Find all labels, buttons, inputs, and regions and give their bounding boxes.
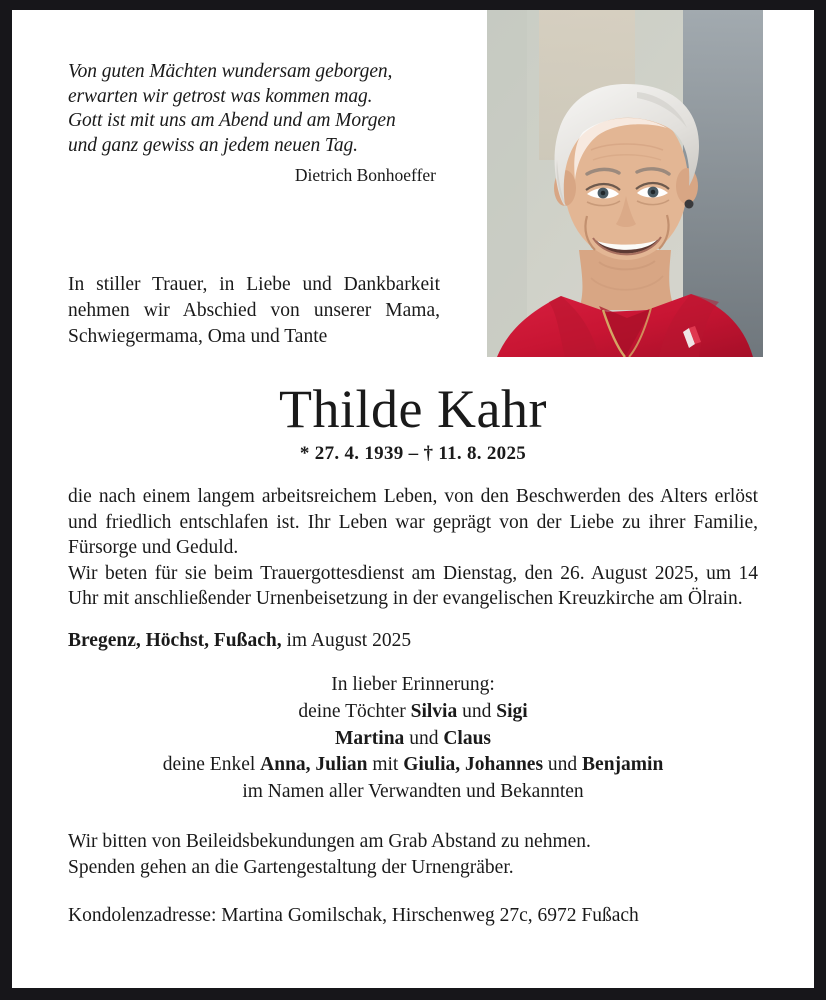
verse-line-4: und ganz gewiss an jedem neuen Tag. (68, 134, 358, 156)
body-section (68, 484, 758, 612)
condolence-address: Kondolenzadresse: Martina Gomilschak, Hirschenweg 27c, 6972 Fußach (68, 905, 639, 926)
family-name: Martina (334, 727, 405, 749)
verse-attribution: Dietrich Bonhoeffer (294, 165, 436, 185)
family-name: Sigi (496, 701, 528, 722)
family-text: und (404, 727, 444, 749)
family-line-closing: im Namen aller Verwandten und Bekannten (242, 780, 584, 802)
places-and-date (68, 628, 758, 654)
family-text: und (543, 754, 583, 775)
family-line-grandchildren (68, 752, 758, 779)
life-dates: * 27. 4. 1939 – † 11. 8. 2025 (299, 443, 527, 464)
verse-line-2: erwarten wir getrost was kommen mag. (68, 85, 373, 107)
obituary-notice-card (12, 10, 814, 988)
deceased-name: Thilde Kahr (279, 379, 547, 439)
family-remembrance (68, 672, 758, 806)
family-name: Anna, Julian (260, 754, 368, 775)
portrait-image (487, 10, 763, 357)
family-line-daughters (68, 699, 758, 726)
family-line-partners (68, 726, 758, 753)
intro-paragraph: In stiller Trauer, in Liebe und Dankbarkeit nehmen wir Abschied von unserer Mama, Schwiegermama, Oma und Tante (68, 274, 440, 347)
family-name: Benjamin (582, 754, 664, 775)
closing-notes (68, 829, 758, 881)
family-name: Silvia (410, 701, 458, 722)
closing-line-2: Spenden gehen an die Gartengestaltung der Urnengräber. (68, 857, 514, 878)
memorial-verse (68, 60, 438, 186)
top-section (12, 10, 814, 370)
name-section (12, 378, 814, 466)
family-text: mit (367, 754, 404, 775)
places-date: im August 2025 (286, 629, 412, 651)
family-text: deine Enkel (162, 754, 261, 775)
verse-line-3: Gott ist mit uns am Abend und am Morgen (68, 110, 396, 131)
portrait-photo (487, 10, 763, 357)
verse-line-1: Von guten Mächten wundersam geborgen, (68, 61, 393, 82)
body-paragraph-2: Wir beten für sie beim Trauergottesdienst am Dienstag, den 26. August 2025, um 14 Uhr mit anschließender Urnenbeisetzung in der evangelischen Kreuzkirche am Ölrain. (68, 562, 758, 609)
body-paragraph-1: die nach einem langem arbeitsreichem Leben, von den Beschwerden des Alters erlöst und friedlich entschlafen ist. Ihr Leben war geprägt von der Liebe zu ihrer Familie, Fürsorge und Geduld. (68, 486, 758, 558)
family-text: und (457, 701, 497, 722)
closing-line-1: Wir bitten von Beileidsbekundungen am Grab Abstand zu nehmen. (68, 831, 591, 852)
family-name: Giulia, Johannes (403, 754, 544, 775)
family-heading: In lieber Erinnerung: (331, 673, 495, 695)
family-name: Claus (443, 727, 491, 749)
places-towns: Bregenz, Höchst, Fußach, (68, 629, 282, 651)
family-text: deine Töchter (298, 701, 411, 722)
